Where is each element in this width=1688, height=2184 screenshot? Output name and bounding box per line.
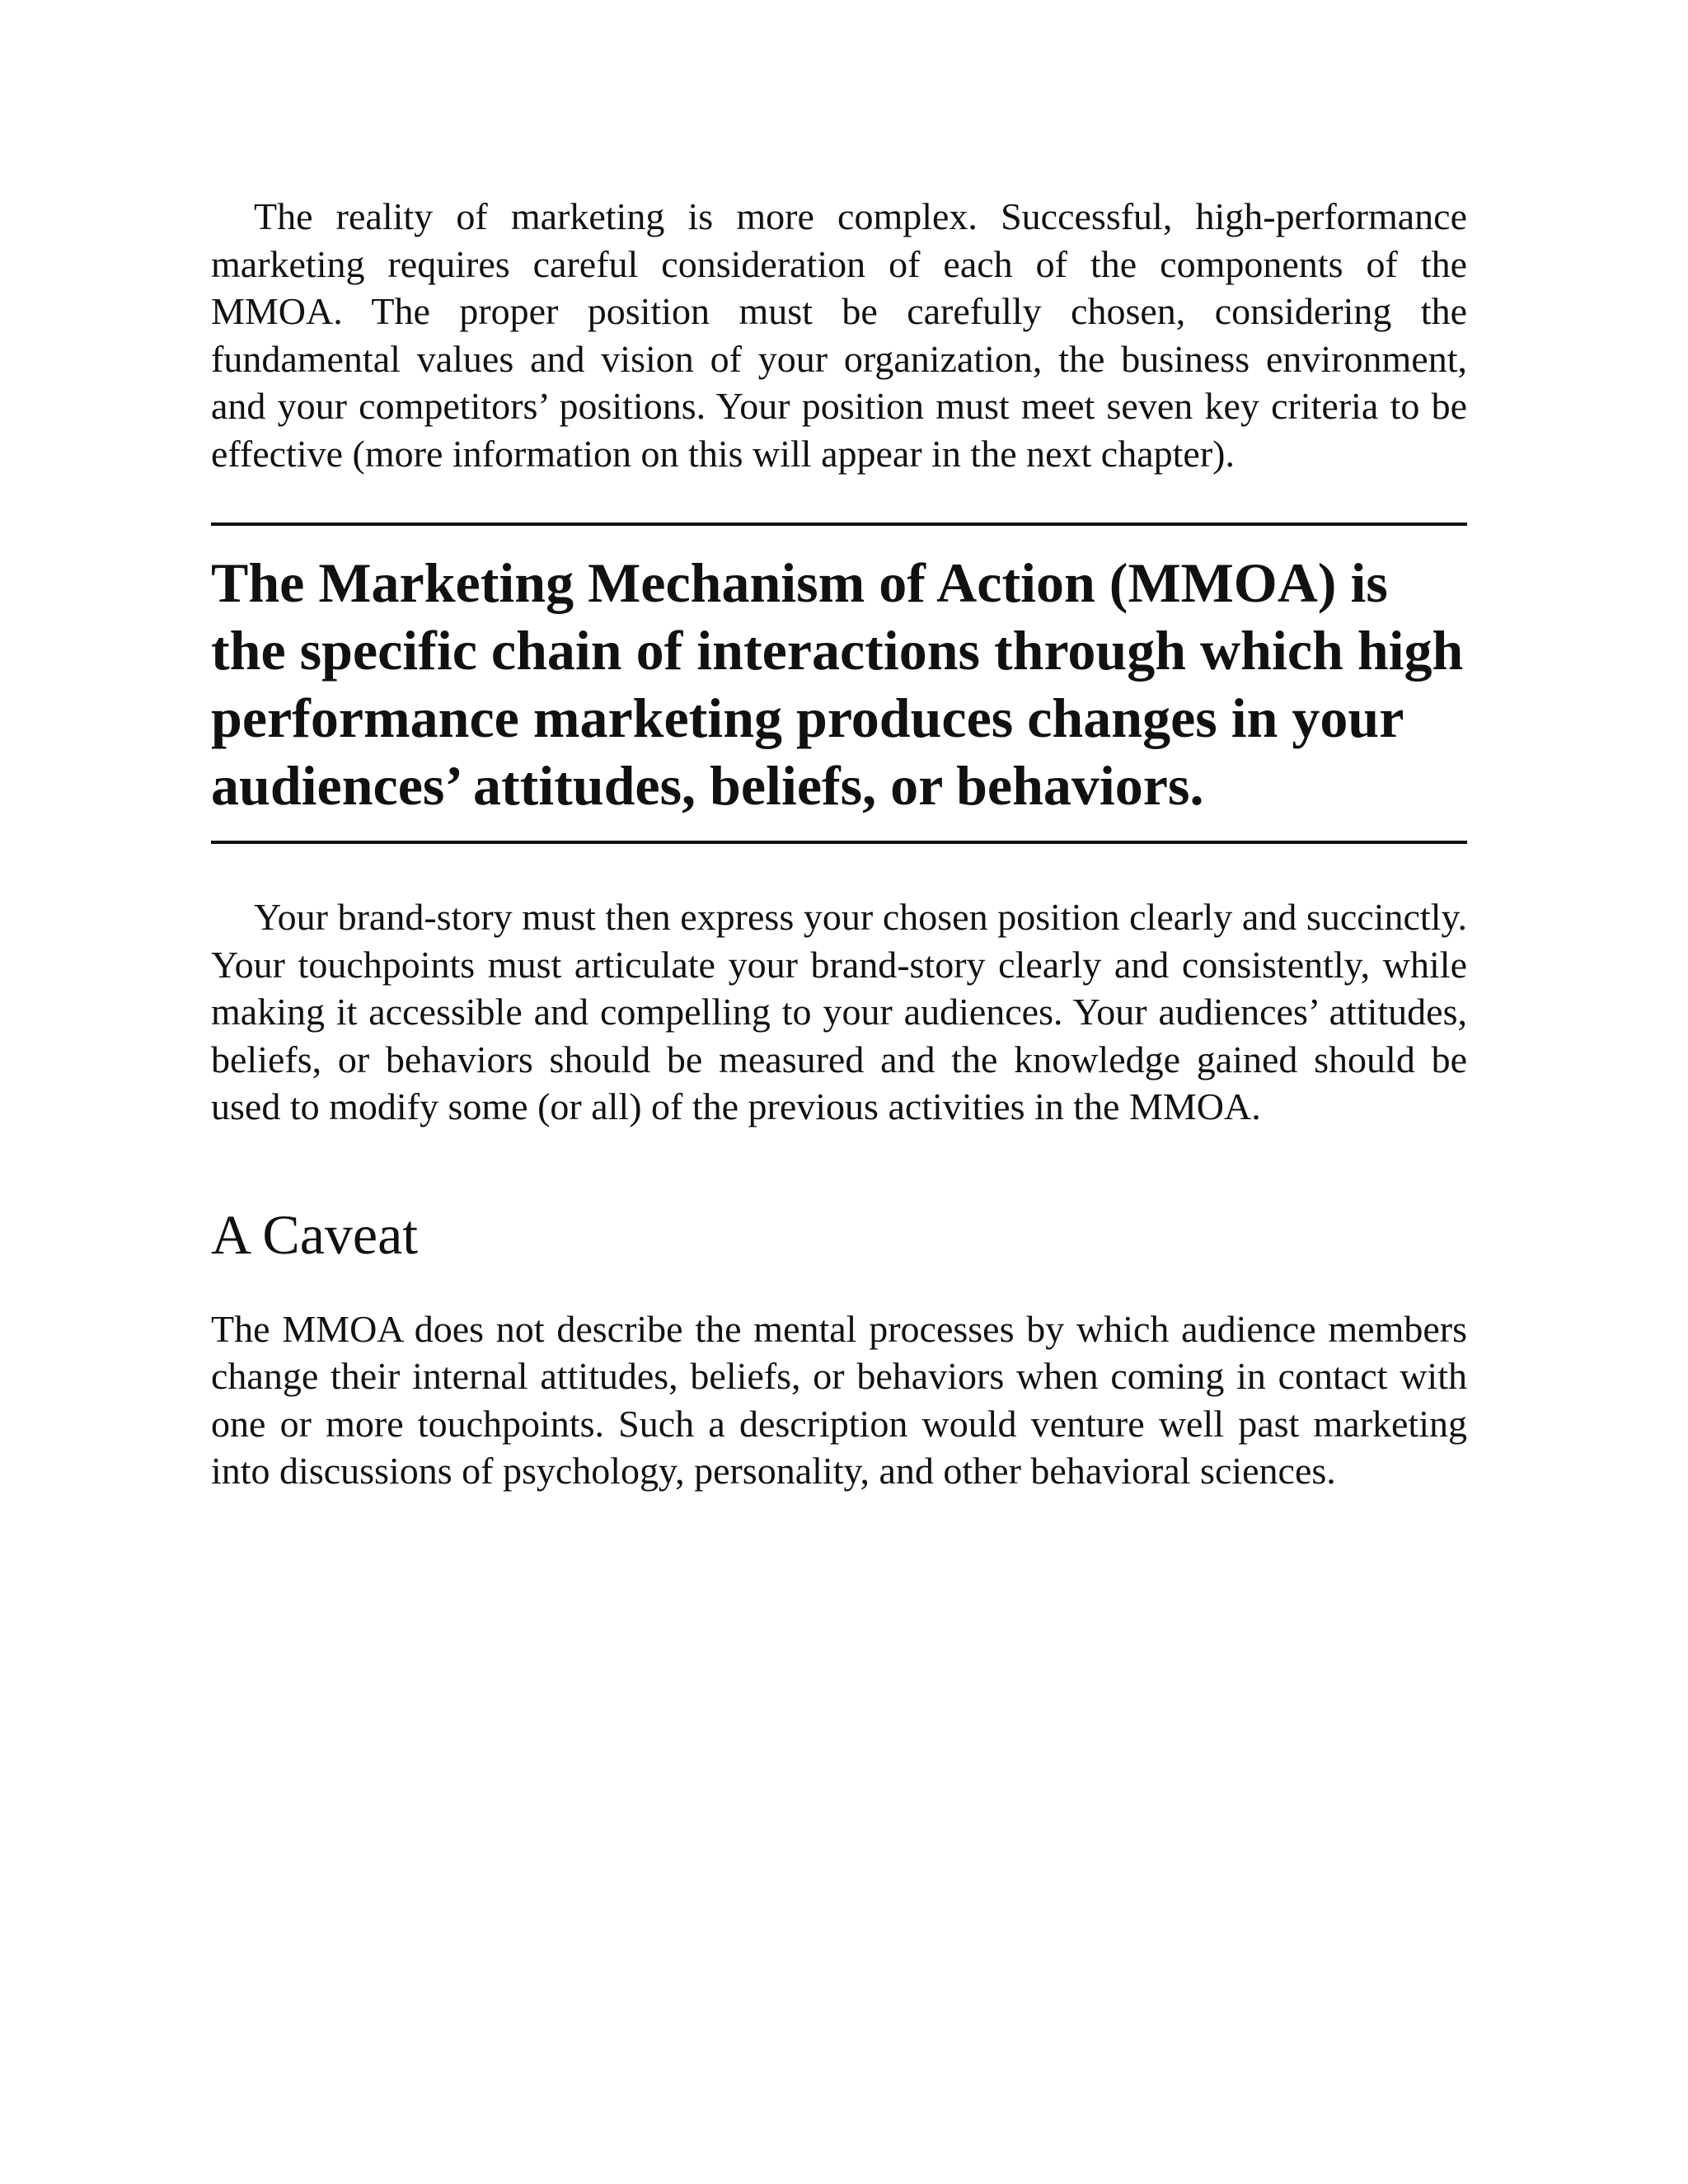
body-paragraph-1: The reality of marketing is more complex. Successful, high-performance marketing requires careful consideration of each of the components of the MMOA. The proper position must be carefully chosen, considering the fundamental values and vision of your organization, the business environment, and your competitors’ positions. Your position must meet seven key criteria to be effective (more information on this will appear in the next chapter). <box>211 195 1467 475</box>
section-heading: A Caveat <box>211 1202 419 1266</box>
body-paragraph-3: The MMOA does not describe the mental processes by which audience members change their internal attitudes, beliefs, or behaviors when coming in contact with one or more touchpoints. Such a description would venture well past marketing into discussions of psychology, personality, and other behavioral sciences. <box>211 1307 1467 1492</box>
body-paragraph-2: Your brand-story must then express your chosen position clearly and succinctly. Your touchpoints must articulate your brand-story clearly and consistently, while making it accessible and compelling to your audiences. Your audiences’ attitudes, beliefs, or behaviors should be measured and the knowledge gained should be used to modify some (or all) of the previous activities in the MMOA. <box>211 896 1467 1127</box>
document-page <box>211 193 1467 1495</box>
pullquote: The Marketing Mechanism of Action (MMOA) is the specific chain of interactions through which high performance marketing produces changes in your audiences’ attitudes, beliefs, or behaviors. <box>211 551 1464 817</box>
pullquote-bottom-rule <box>211 841 1467 844</box>
pullquote-top-rule <box>211 523 1467 526</box>
